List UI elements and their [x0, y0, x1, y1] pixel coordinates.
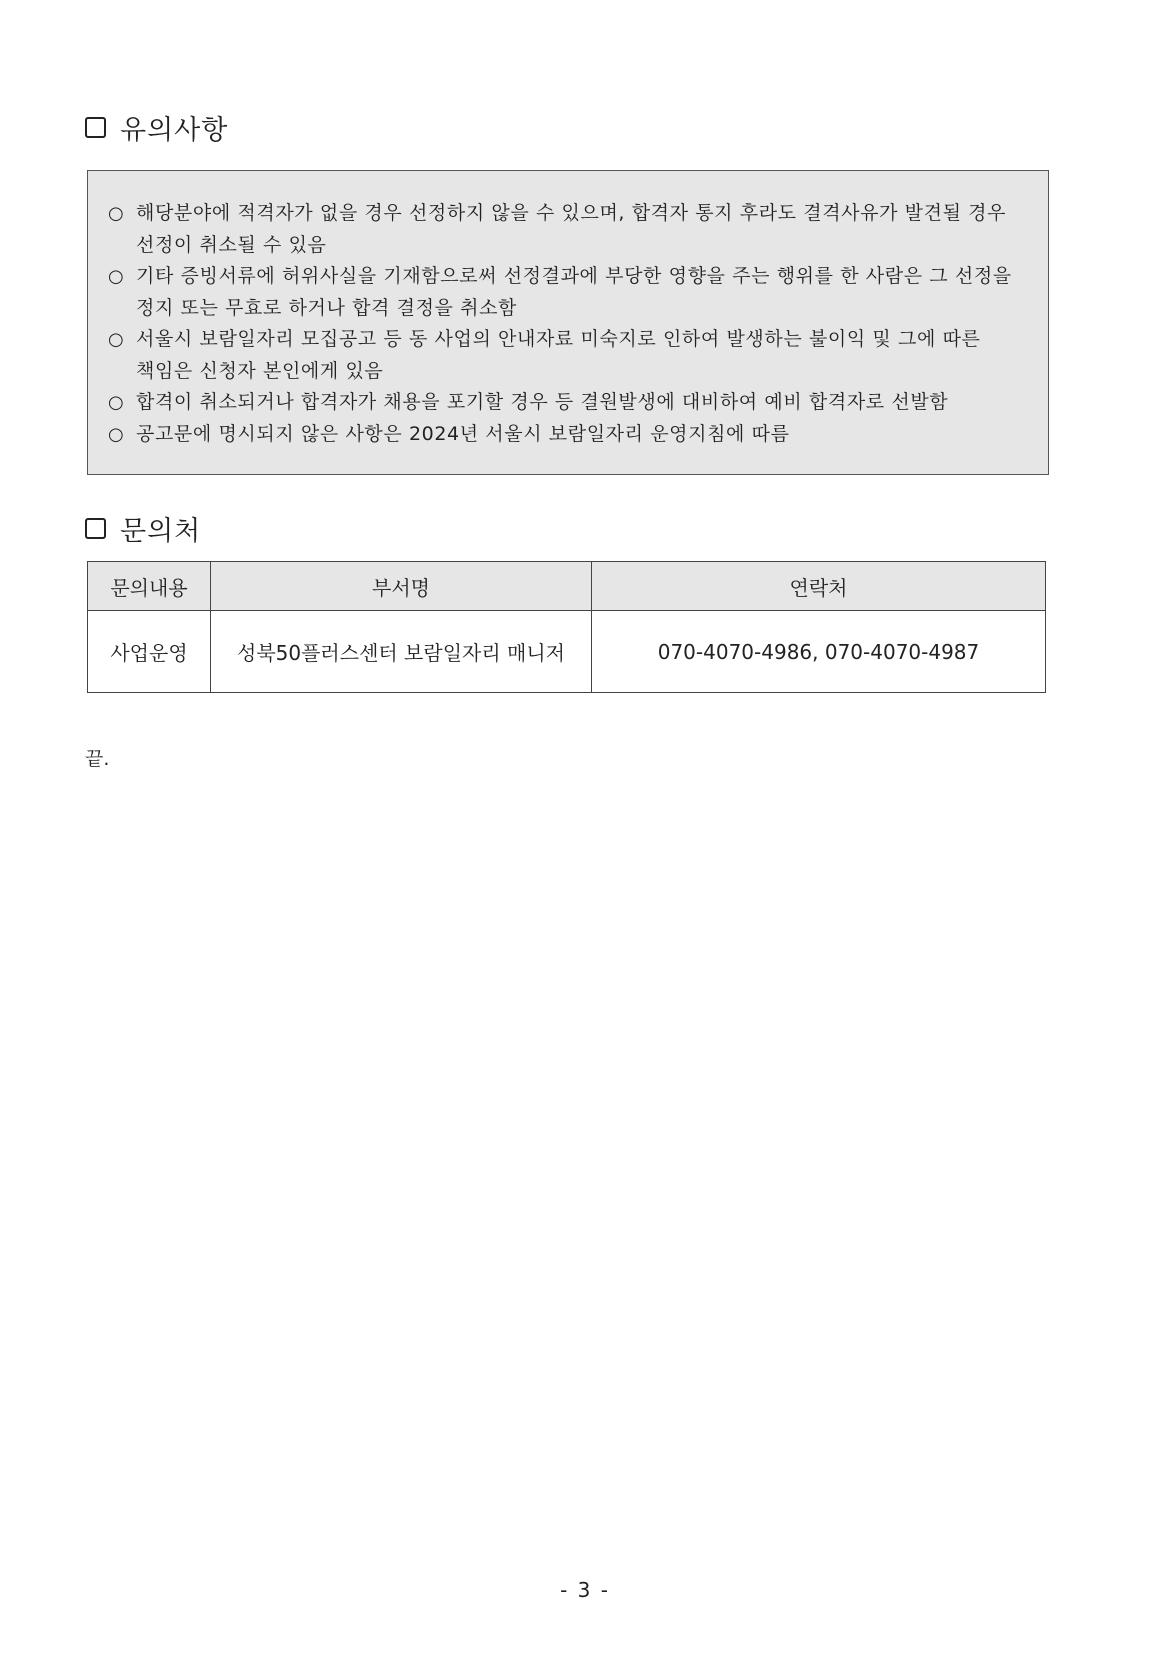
notice-item — [108, 198, 1038, 261]
header-contact: 연락처 — [592, 562, 1046, 611]
notice-text: 합격이 취소되거나 합격자가 채용을 포기할 경우 등 결원발생에 대비하여 예비 합격자로 선발함 — [136, 391, 949, 413]
table-header-row — [88, 562, 1046, 611]
header-department: 부서명 — [211, 562, 592, 611]
page-number: - 3 - — [560, 1578, 610, 1602]
cell-contact: 070-4070-4986, 070-4070-4987 — [592, 611, 1046, 693]
contact-heading-text: 문의처 — [120, 515, 202, 547]
cell-department: 성북50플러스센터 보람일자리 매니저 — [211, 611, 592, 693]
end-mark: 끝. — [85, 748, 110, 770]
contact-table — [87, 561, 1046, 693]
notices-heading-text: 유의사항 — [120, 114, 229, 146]
checkbox-icon — [85, 518, 106, 539]
notice-box — [87, 170, 1049, 475]
notice-text: 서울시 보람일자리 모집공고 등 동 사업의 안내자료 미숙지로 인하여 발생하는 불이익 및 그에 따른 책임은 신청자 본인에게 있음 — [136, 328, 981, 382]
notice-item — [108, 387, 1038, 419]
circle-bullet-icon: ○ — [108, 329, 124, 350]
notices-heading — [85, 107, 228, 147]
circle-bullet-icon: ○ — [108, 392, 124, 413]
circle-bullet-icon: ○ — [108, 266, 124, 287]
notice-text: 기타 증빙서류에 허위사실을 기재함으로써 선정결과에 부당한 영향을 주는 행위를 한 사람은 그 선정을 정지 또는 무효로 하거나 합격 결정을 취소함 — [136, 265, 1012, 319]
header-inquiry-type: 문의내용 — [88, 562, 211, 611]
notice-text: 공고문에 명시되지 않은 사항은 2024년 서울시 보람일자리 운영지침에 따름 — [136, 422, 790, 445]
notice-item — [108, 261, 1038, 324]
notice-item — [108, 324, 1038, 387]
checkbox-icon — [85, 117, 106, 138]
notice-item — [108, 419, 1038, 451]
table-row — [88, 611, 1046, 693]
cell-inquiry-type: 사업운영 — [88, 611, 211, 693]
circle-bullet-icon: ○ — [108, 423, 124, 445]
contact-heading — [85, 508, 201, 548]
notice-text: 해당분야에 적격자가 없을 경우 선정하지 않을 수 있으며, 합격자 통지 후라도 결격사유가 발견될 경우 선정이 취소될 수 있음 — [136, 202, 1007, 256]
circle-bullet-icon: ○ — [108, 203, 124, 224]
